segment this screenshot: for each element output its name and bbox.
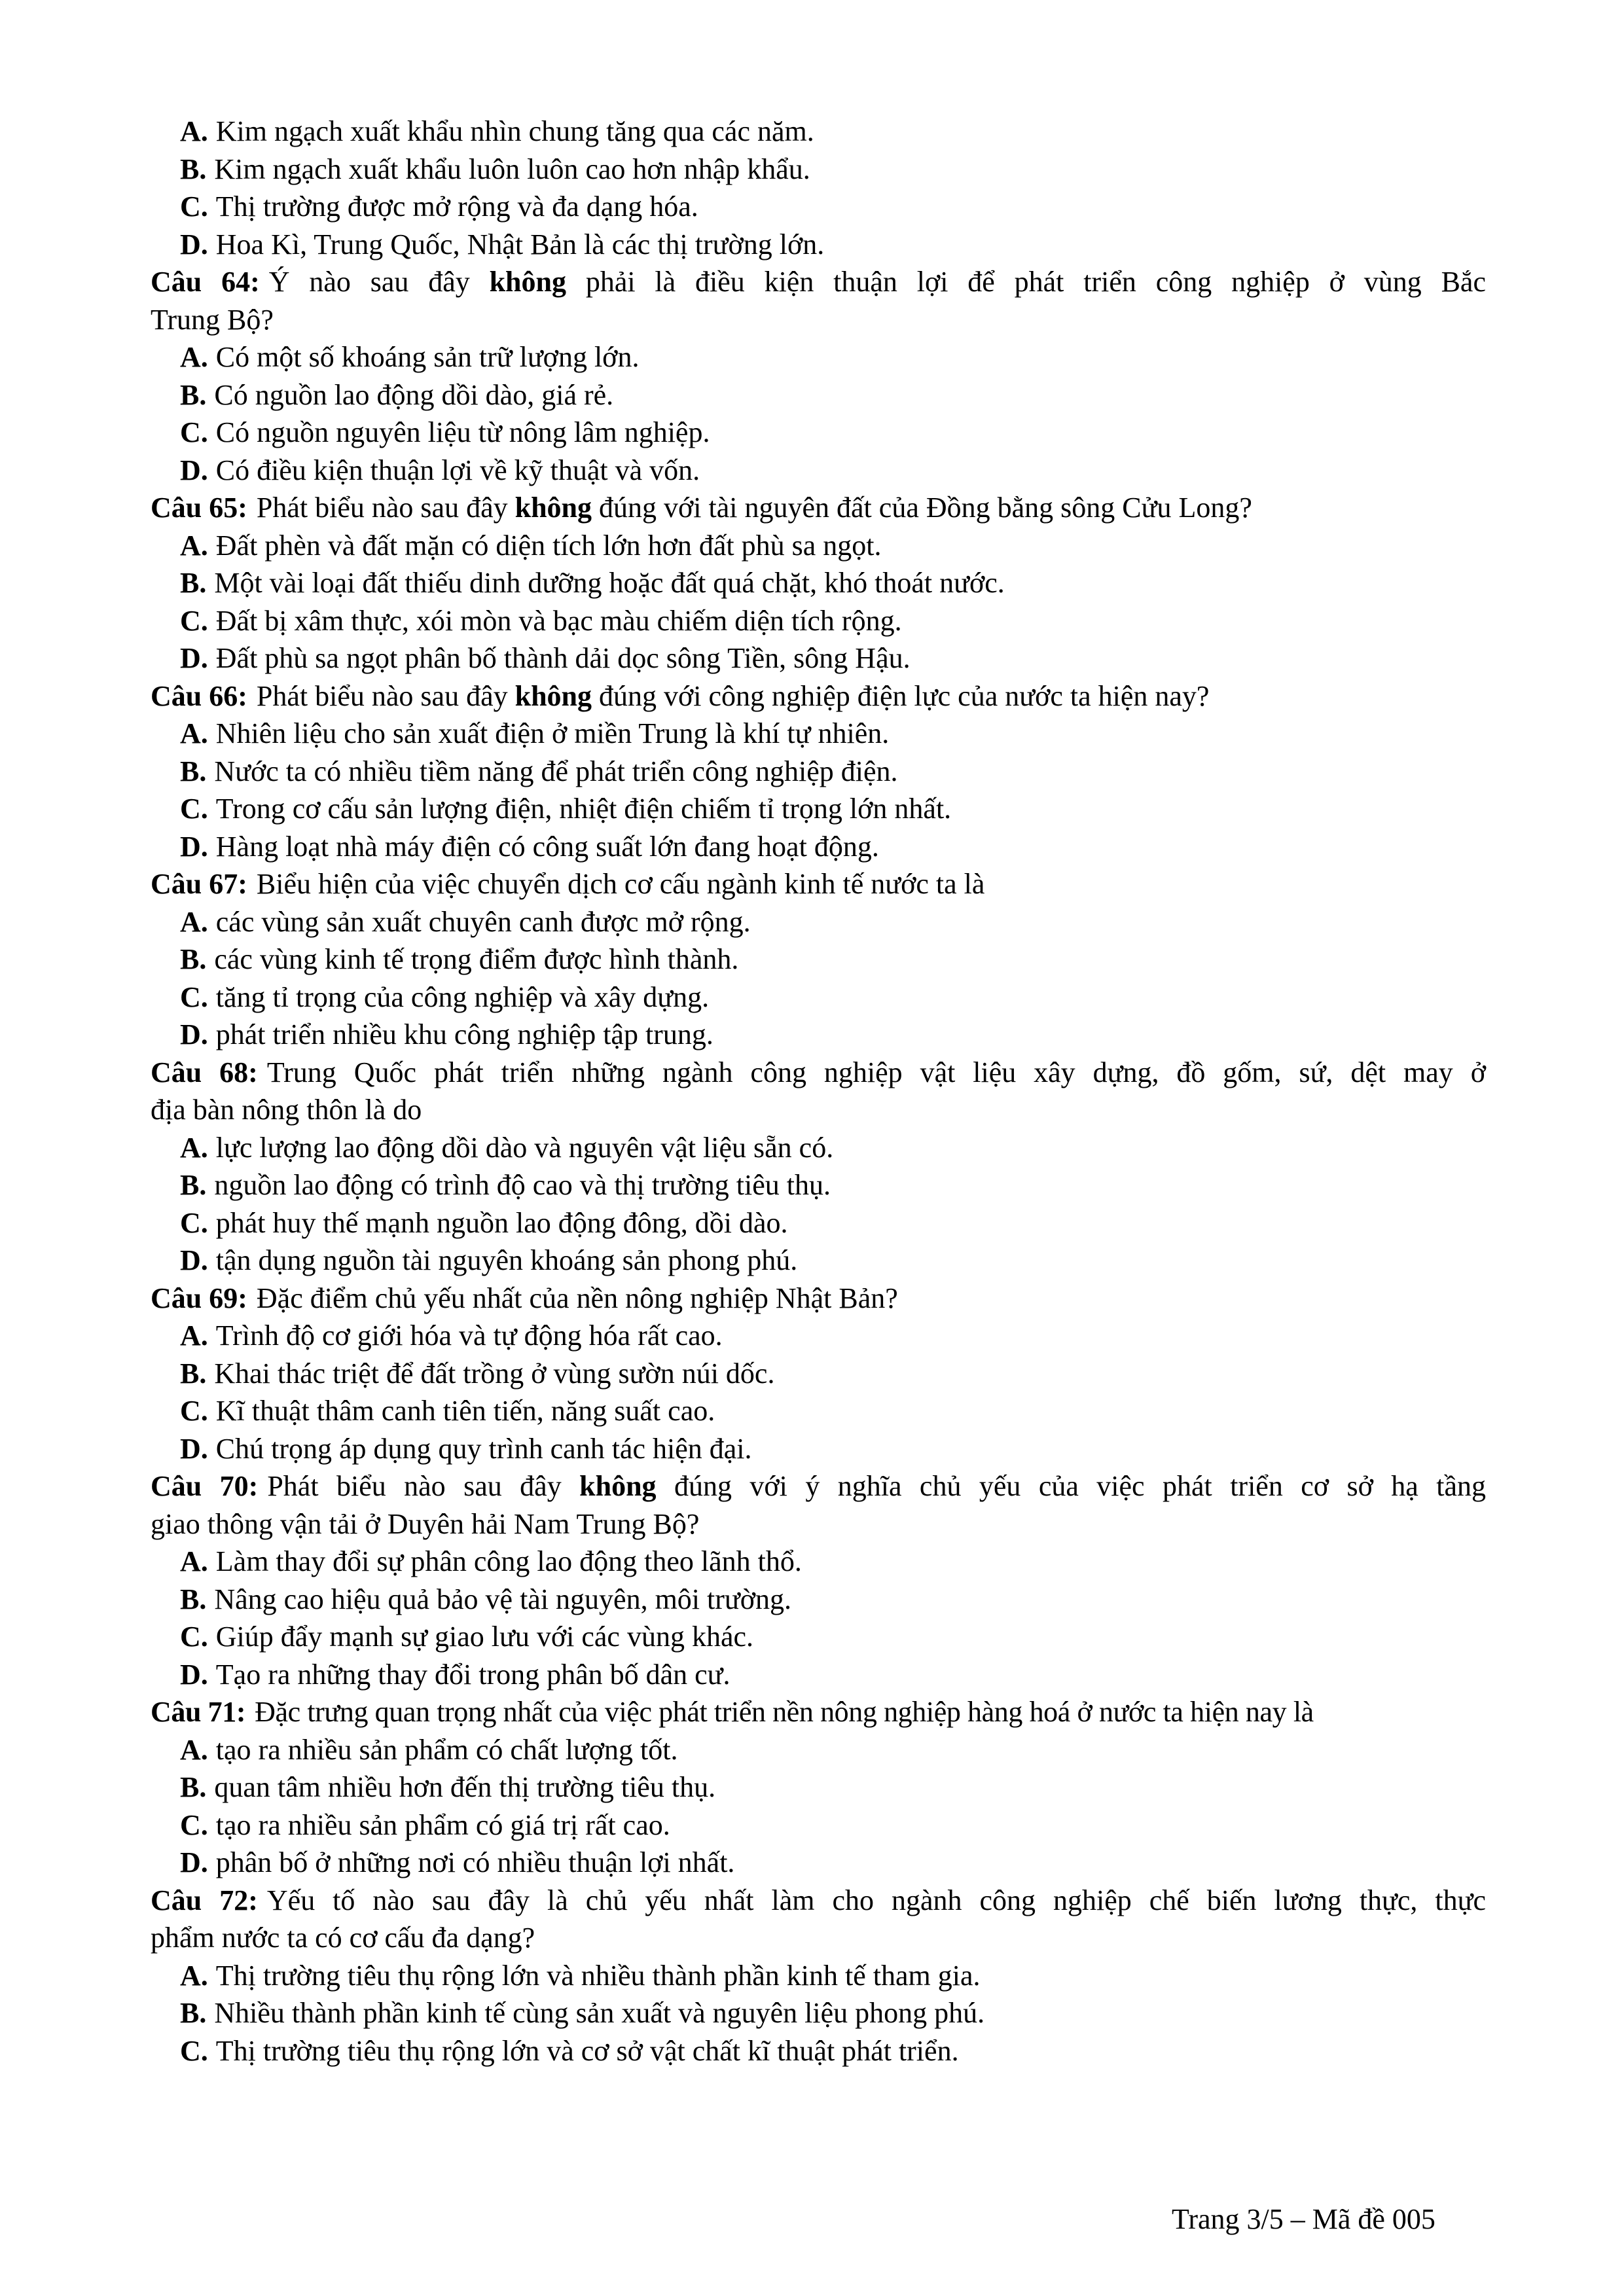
answer-option[interactable]: C. Kĩ thuật thâm canh tiên tiến, năng suất cao.	[180, 1395, 715, 1427]
answer-option[interactable]: A. Trình độ cơ giới hóa và tự động hóa rất cao.	[180, 1319, 723, 1352]
question-stem: Câu 65: Phát biểu nào sau đây không đúng với tài nguyên đất của Đồng bằng sông Cửu Long?	[151, 492, 1252, 524]
question-69	[151, 1280, 1486, 1468]
question-stem: Câu 67: Biểu hiện của việc chuyển dịch cơ cấu ngành kinh tế nước ta là	[151, 868, 985, 900]
answer-option[interactable]: D. Có điều kiện thuận lợi về kỹ thuật và vốn.	[180, 454, 700, 486]
answer-option[interactable]: C. Thị trường tiêu thụ rộng lớn và cơ sở vật chất kĩ thuật phát triển.	[180, 2034, 959, 2067]
answer-option[interactable]: A. Làm thay đổi sự phân công lao động theo lãnh thổ.	[180, 1545, 802, 1577]
question-stem: Câu 71: Đặc trưng quan trọng nhất của việc phát triển nền nông nghiệp hàng hoá ở nước ta hiện nay là	[151, 1696, 1314, 1728]
question-stem: Câu 69: Đặc điểm chủ yếu nhất của nền nông nghiệp Nhật Bản?	[151, 1282, 898, 1314]
answer-option[interactable]: A. Có một số khoáng sản trữ lượng lớn.	[180, 341, 640, 373]
question-65	[151, 489, 1486, 677]
answer-option[interactable]: D. Đất phù sa ngọt phân bố thành dải dọc sông Tiền, sông Hậu.	[180, 642, 911, 674]
answer-option[interactable]: D. phát triển nhiều khu công nghiệp tập trung.	[180, 1018, 713, 1050]
answer-option[interactable]: C. Thị trường được mở rộng và đa dạng hóa.	[180, 190, 698, 223]
question-68	[151, 1054, 1486, 1280]
answer-option[interactable]: B. nguồn lao động có trình độ cao và thị trường tiêu thụ.	[180, 1169, 831, 1201]
answer-option[interactable]: B. Có nguồn lao động dồi dào, giá rẻ.	[180, 378, 614, 411]
answer-option[interactable]: D. Hoa Kì, Trung Quốc, Nhật Bản là các thị trường lớn.	[180, 228, 825, 260]
answer-option[interactable]: D. Hàng loạt nhà máy điện có công suất lớn đang hoạt động.	[180, 830, 879, 863]
answer-option[interactable]: B. Khai thác triệt để đất trồng ở vùng sườn núi dốc.	[180, 1357, 775, 1390]
answer-option[interactable]: B. Kim ngạch xuất khẩu luôn luôn cao hơn nhập khẩu.	[180, 152, 810, 185]
answer-option[interactable]: A. Kim ngạch xuất khẩu nhìn chung tăng qua các năm.	[180, 115, 814, 147]
answer-option[interactable]: A. tạo ra nhiều sản phẩm có chất lượng tốt.	[180, 1733, 678, 1766]
answer-option[interactable]: A. Đất phèn và đất mặn có diện tích lớn hơn đất phù sa ngọt.	[180, 529, 882, 562]
answer-option[interactable]: B. quan tâm nhiều hơn đến thị trường tiêu thụ.	[180, 1771, 716, 1803]
question-stem: Câu 70: Phát biểu nào sau đây không đúng với ý nghĩa chủ yếu của việc phát triển cơ sở hạ tầng	[151, 1470, 1486, 1502]
page-footer: Trang 3/5 – Mã đề 005	[1172, 2203, 1435, 2235]
answer-option[interactable]: A. Thị trường tiêu thụ rộng lớn và nhiều thành phần kinh tế tham gia.	[180, 1959, 981, 1992]
answer-option[interactable]: A. các vùng sản xuất chuyên canh được mở rộng.	[180, 905, 751, 938]
answer-option[interactable]: C. Giúp đẩy mạnh sự giao lưu với các vùng khác.	[180, 1621, 753, 1653]
question-stem-continued: Trung Bộ?	[151, 303, 274, 336]
answer-option[interactable]: B. Nước ta có nhiều tiềm năng để phát triển công nghiệp điện.	[180, 755, 898, 787]
answer-option[interactable]: C. phát huy thế mạnh nguồn lao động đông, dồi dào.	[180, 1206, 788, 1239]
answer-option[interactable]: B. các vùng kinh tế trọng điểm được hình thành.	[180, 943, 739, 975]
question-71	[151, 1693, 1486, 1882]
answer-option[interactable]: C. Trong cơ cấu sản lượng điện, nhiệt điện chiếm tỉ trọng lớn nhất.	[180, 793, 952, 825]
question-66	[151, 677, 1486, 866]
answer-option[interactable]: C. Có nguồn nguyên liệu từ nông lâm nghiệp.	[180, 416, 710, 448]
answer-option[interactable]: B. Nâng cao hiệu quả bảo vệ tài nguyên, môi trường.	[180, 1583, 792, 1615]
exam-page-content	[151, 113, 1486, 2070]
question-stem: Câu 72: Yếu tố nào sau đây là chủ yếu nhất làm cho ngành công nghiệp chế biến lương thực, thực	[151, 1884, 1487, 1916]
answer-option[interactable]: A. lực lượng lao động dồi dào và nguyên vật liệu sẵn có.	[180, 1131, 834, 1164]
answer-option[interactable]: C. tăng tỉ trọng của công nghiệp và xây dựng.	[180, 980, 710, 1013]
question-70	[151, 1467, 1486, 1693]
answer-option[interactable]: D. tận dụng nguồn tài nguyên khoáng sản phong phú.	[180, 1244, 798, 1276]
question-67	[151, 865, 1486, 1054]
question-72	[151, 1882, 1486, 2070]
question-64	[151, 263, 1486, 489]
answer-option[interactable]: B. Nhiều thành phần kinh tế cùng sản xuất và nguyên liệu phong phú.	[180, 1997, 985, 2029]
question-stem-continued: địa bàn nông thôn là do	[151, 1094, 422, 1126]
previous-question-options	[151, 113, 1486, 263]
answer-option[interactable]: C. Đất bị xâm thực, xói mòn và bạc màu chiếm diện tích rộng.	[180, 604, 902, 637]
answer-option[interactable]: D. Chú trọng áp dụng quy trình canh tác hiện đại.	[180, 1432, 752, 1465]
question-stem: Câu 68: Trung Quốc phát triển những ngành công nghiệp vật liệu xây dựng, đồ gốm, sứ, dệt may ở	[151, 1056, 1486, 1088]
answer-option[interactable]: D. Tạo ra những thay đổi trong phân bố dân cư.	[180, 1658, 731, 1691]
question-stem: Câu 66: Phát biểu nào sau đây không đúng với công nghiệp điện lực của nước ta hiện nay?	[151, 679, 1210, 712]
answer-option[interactable]: B. Một vài loại đất thiếu dinh dưỡng hoặc đất quá chặt, khó thoát nước.	[180, 567, 1005, 599]
question-stem: Câu 64: Ý nào sau đây không phải là điều kiện thuận lợi để phát triển công nghiệp ở vùng Bắc	[151, 266, 1486, 298]
answer-option[interactable]: C. tạo ra nhiều sản phẩm có giá trị rất cao.	[180, 1808, 670, 1841]
question-stem-continued: phẩm nước ta có cơ cấu đa dạng?	[151, 1922, 535, 1954]
answer-option[interactable]: A. Nhiên liệu cho sản xuất điện ở miền Trung là khí tự nhiên.	[180, 717, 890, 749]
answer-option[interactable]: D. phân bố ở những nơi có nhiều thuận lợi nhất.	[180, 1846, 735, 1878]
question-stem-continued: giao thông vận tải ở Duyên hải Nam Trung Bộ?	[151, 1507, 700, 1540]
